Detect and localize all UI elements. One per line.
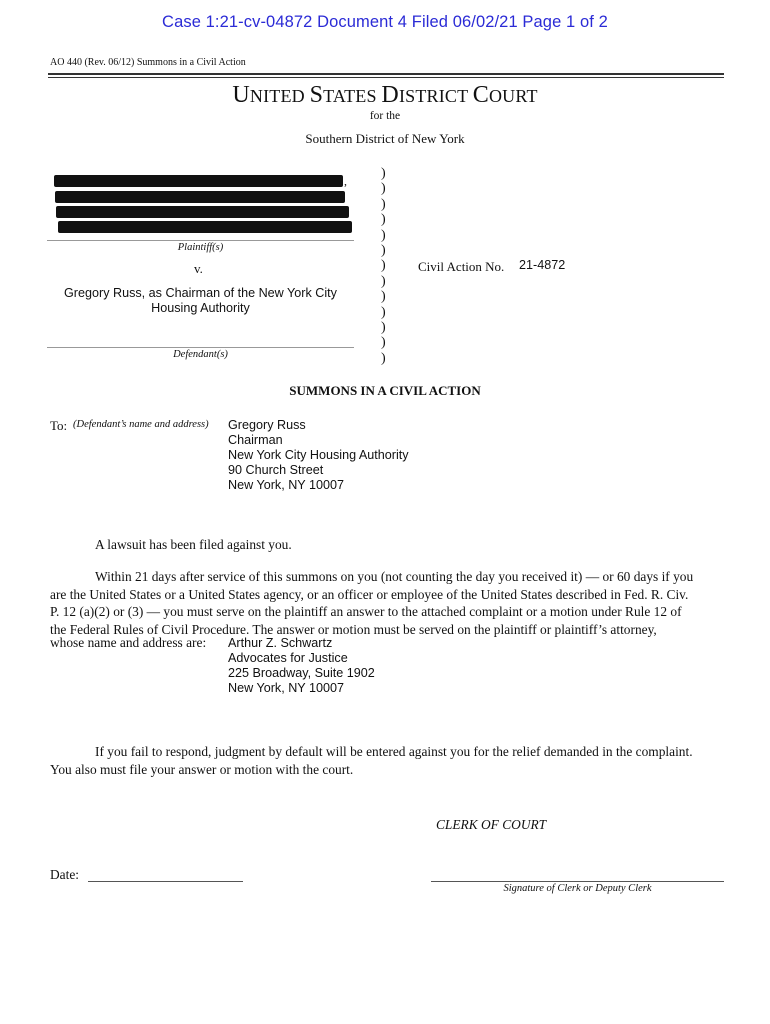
plaintiff-label: Plaintiff(s) xyxy=(177,242,224,253)
plaintiff-line xyxy=(47,240,354,241)
header-rule-thin xyxy=(48,77,724,78)
paragraph-lawsuit-filed: A lawsuit has been filed against you. xyxy=(95,537,292,552)
redaction-bar xyxy=(58,221,352,233)
attorney-address: Arthur Z. Schwartz Advocates for Justice 225 Broadway, Suite 1902 New York, NY 10007 xyxy=(228,636,375,695)
defendant-caption: Gregory Russ, as Chairman of the New York City Housing Authority xyxy=(64,286,337,315)
to-hint: (Defendant’s name and address) xyxy=(73,419,209,430)
civil-action-number: 21-4872 xyxy=(519,258,566,272)
caption-parens: ) ) ) ) ) ) ) ) ) ) ) ) ) xyxy=(381,166,386,366)
attorney-label: whose name and address are: xyxy=(50,635,207,650)
for-the-text: for the xyxy=(369,110,401,122)
date-line xyxy=(88,881,243,882)
form-id: AO 440 (Rev. 06/12) Summons in a Civil Action xyxy=(50,57,246,68)
case-stamp: Case 1:21-cv-04872 Document 4 Filed 06/02/21 Page 1 of 2 xyxy=(162,13,608,31)
paragraph-response-deadline: Within 21 days after service of this summons on you (not counting the day you received it) — or 60 days if you are the United States or a United States agency, or an officer or employee of the United States described in Fed. R. Civ. P. 12 (a)(2) or (3) — you must serve on the plaintiff an answer to the attached complaint or a motion under Rule 12 of the Federal Rules of Civil Procedure. The answer or motion must be served on the plaintiff or plaintiff’s attorney, xyxy=(50,569,694,637)
redaction-bar xyxy=(55,191,345,203)
versus-text: v. xyxy=(194,261,203,276)
district-name: Southern District of New York xyxy=(305,131,465,146)
redaction-bar xyxy=(56,206,349,218)
date-label: Date: xyxy=(50,867,79,882)
civil-action-label: Civil Action No. xyxy=(418,259,505,274)
defendant-address: Gregory Russ Chairman New York City Housing Authority 90 Church Street New York, NY 10007 xyxy=(228,418,409,492)
court-title: UNITED STATES DISTRICT COURT xyxy=(232,82,538,108)
defendant-line xyxy=(47,347,354,348)
header-rule xyxy=(48,73,724,75)
signature-label: Signature of Clerk or Deputy Clerk xyxy=(503,883,652,894)
redaction-bar xyxy=(54,175,343,187)
clerk-of-court: CLERK OF COURT xyxy=(436,817,547,832)
to-label: To: xyxy=(50,418,68,433)
signature-line xyxy=(431,881,724,882)
defendant-label: Defendant(s) xyxy=(173,349,228,360)
plaintiff-comma: , xyxy=(344,174,347,188)
summons-heading: SUMMONS IN A CIVIL ACTION xyxy=(289,383,481,398)
paragraph-default-judgment: If you fail to respond, judgment by default will be entered against you for the relief demanded in the complaint. You also must file your answer or motion with the court. xyxy=(50,744,693,777)
